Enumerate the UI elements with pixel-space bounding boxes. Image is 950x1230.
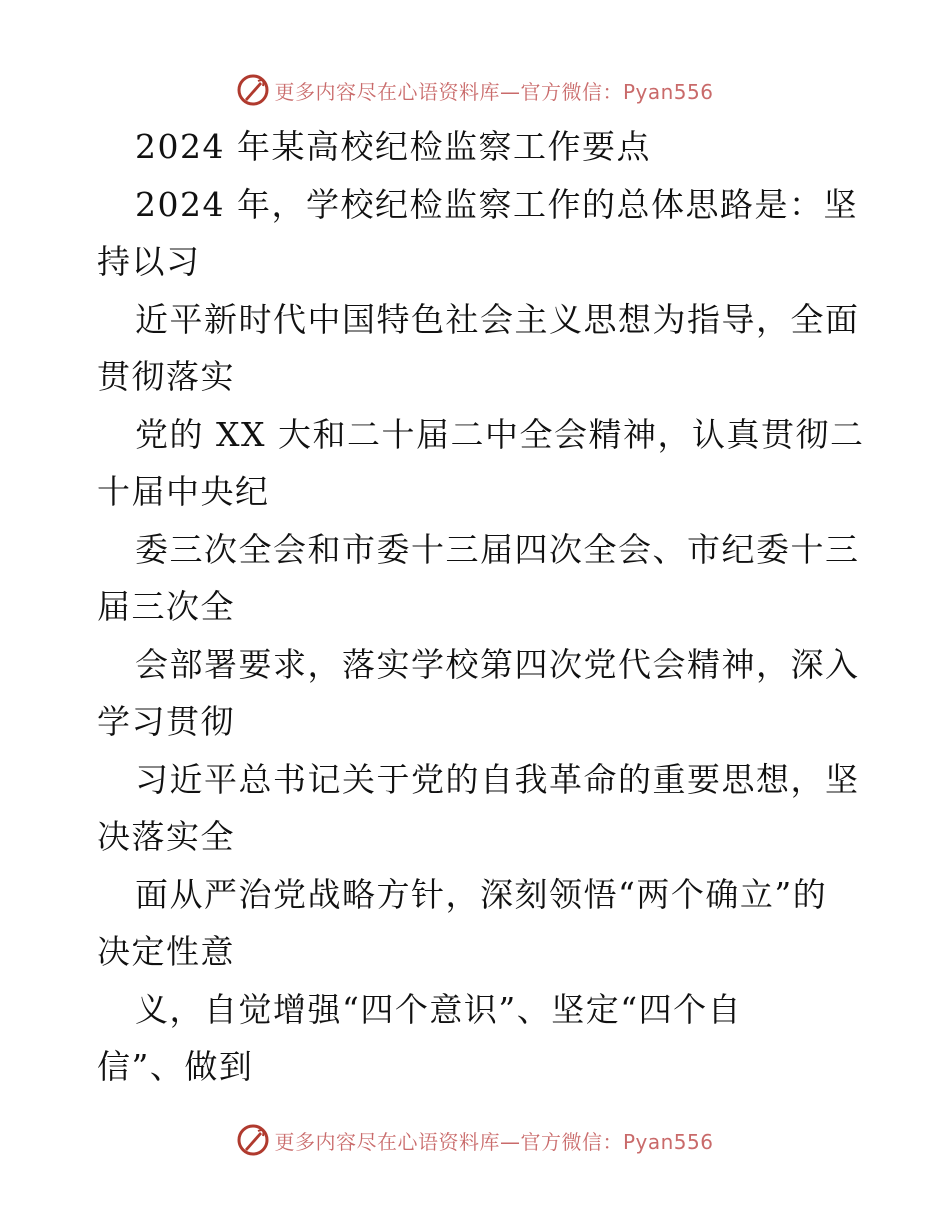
paragraph-line: 党的 XX 大和二十届二中全会精神，认真贯彻二 xyxy=(135,414,865,454)
paragraph-line: 面从严治党战略方针，深刻领悟“两个确立”的 xyxy=(135,874,828,914)
footer-banner-text: 更多内容尽在心语资料库—官方微信：Pyan556 xyxy=(274,1129,714,1154)
document-body xyxy=(97,118,865,1096)
paragraph-line: 持以习 xyxy=(97,242,201,281)
quill-seal-logo-icon xyxy=(236,73,270,107)
paragraph-line: 近平新时代中国特色社会主义思想为指导，全面 xyxy=(135,299,860,339)
header-banner xyxy=(0,70,950,110)
paragraph-line: 决落实全 xyxy=(97,817,235,856)
paragraph-line: 十届中央纪 xyxy=(97,472,270,511)
paragraph-line: 学习贯彻 xyxy=(97,702,235,741)
paragraph-line: 义，自觉增强“四个意识”、坚定“四个自 xyxy=(135,989,743,1029)
paragraph-line: 信”、做到 xyxy=(97,1047,254,1086)
paragraph-line: 贯彻落实 xyxy=(97,357,235,396)
paragraph-line: 委三次全会和市委十三届四次全会、市纪委十三 xyxy=(135,529,860,569)
header-banner-text: 更多内容尽在心语资料库—官方微信：Pyan556 xyxy=(274,79,714,104)
quill-seal-logo-icon xyxy=(236,1123,270,1157)
paragraph-line: 会部署要求，落实学校第四次党代会精神，深入 xyxy=(135,644,860,684)
paragraph-line: 2024 年，学校纪检监察工作的总体思路是：坚 xyxy=(135,184,858,224)
document-title: 2024 年某高校纪检监察工作要点 xyxy=(135,127,651,166)
footer-banner xyxy=(0,1120,950,1160)
paragraph-line: 习近平总书记关于党的自我革命的重要思想，坚 xyxy=(135,759,860,799)
paragraph-line: 届三次全 xyxy=(97,587,235,626)
paragraph-line: 决定性意 xyxy=(97,932,235,971)
